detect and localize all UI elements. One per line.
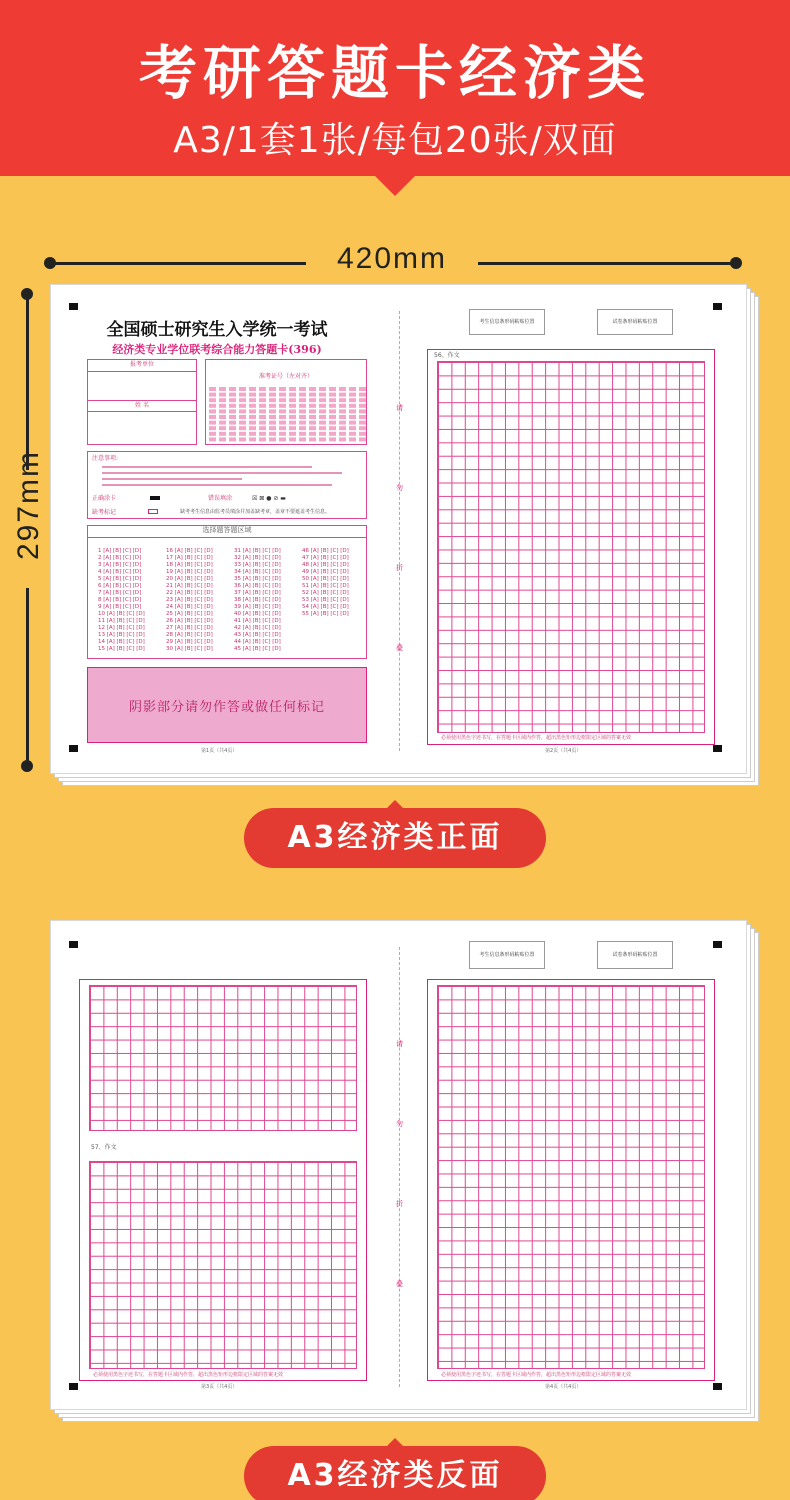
exam-number-bubble	[219, 426, 226, 430]
exam-number-bubble	[359, 393, 366, 397]
exam-number-bubble	[319, 415, 326, 419]
dimension-line	[26, 588, 29, 764]
front-side-pill: A3经济类正面	[244, 808, 546, 868]
exam-number-bubble	[249, 409, 256, 413]
exam-number-bubble	[239, 387, 246, 391]
exam-number-bubble	[269, 409, 276, 413]
page-title: 考研答题卡经济类	[138, 39, 651, 107]
choice-row: 44 [A] [B] [C] [D]	[234, 639, 281, 645]
exam-number-bubble	[349, 409, 356, 413]
choice-row: 26 [A] [B] [C] [D]	[166, 618, 213, 624]
essay-grid-continuation	[89, 985, 357, 1131]
exam-number-bubble	[329, 398, 336, 402]
choice-row: 35 [A] [B] [C] [D]	[234, 576, 281, 582]
choice-column	[166, 548, 232, 653]
exam-number-bubble	[339, 404, 346, 408]
page-subtitle: A3/1套1张/每包20张/双面	[173, 120, 617, 161]
exam-number-bubble	[209, 426, 216, 430]
dimension-endpoint	[730, 257, 742, 269]
exam-number-bubble	[209, 404, 216, 408]
exam-number-bubble	[289, 398, 296, 402]
exam-number-bubble	[219, 398, 226, 402]
choice-row: 12 [A] [B] [C] [D]	[98, 625, 145, 631]
exam-number-bubble	[349, 393, 356, 397]
exam-number-bubble	[219, 393, 226, 397]
exam-number-bubble	[289, 437, 296, 441]
essay-grid	[89, 1161, 357, 1369]
choice-row: 32 [A] [B] [C] [D]	[234, 555, 281, 561]
exam-number-bubble	[239, 409, 246, 413]
choice-row: 22 [A] [B] [C] [D]	[166, 590, 213, 596]
choice-row: 54 [A] [B] [C] [D]	[302, 604, 349, 610]
exam-number-bubble	[339, 409, 346, 413]
width-dimension	[46, 242, 740, 275]
exam-number-bubble	[259, 426, 266, 430]
choice-row: 48 [A] [B] [C] [D]	[302, 562, 349, 568]
choice-row: 38 [A] [B] [C] [D]	[234, 597, 281, 603]
corner-mark	[713, 745, 722, 752]
absent-checkbox	[148, 509, 158, 514]
choice-row: 23 [A] [B] [C] [D]	[166, 597, 213, 603]
page-number-right: 第4页（共4页）	[545, 1384, 582, 1390]
choice-area-label: 选择题答题区域	[88, 526, 366, 538]
choice-row: 17 [A] [B] [C] [D]	[166, 555, 213, 561]
dimension-line	[50, 262, 306, 265]
choice-row: 43 [A] [B] [C] [D]	[234, 632, 281, 638]
exam-number-bubble	[319, 387, 326, 391]
exam-number-bubble	[349, 404, 356, 408]
exam-number-bubble	[249, 437, 256, 441]
height-label: 297mm	[12, 449, 45, 561]
choice-row: 42 [A] [B] [C] [D]	[234, 625, 281, 631]
exam-number-bubble	[329, 426, 336, 430]
notice-label: 注意事项:	[92, 455, 119, 462]
banner-notch	[375, 176, 415, 196]
exam-number-bubble	[329, 393, 336, 397]
examinee-info-box	[87, 359, 197, 445]
choice-row: 31 [A] [B] [C] [D]	[234, 548, 281, 554]
exam-number-bubble	[329, 437, 336, 441]
exam-number-bubble	[259, 393, 266, 397]
exam-number-bubble	[339, 398, 346, 402]
corner-mark	[69, 745, 78, 752]
choice-row: 3 [A] [B] [C] [D]	[98, 562, 142, 568]
choice-row: 2 [A] [B] [C] [D]	[98, 555, 142, 561]
fold-char: 勿	[396, 485, 403, 492]
choice-row: 37 [A] [B] [C] [D]	[234, 590, 281, 596]
exam-number-bubble	[309, 387, 316, 391]
absent-label: 缺考标记	[92, 509, 117, 516]
choice-row: 15 [A] [B] [C] [D]	[98, 646, 145, 652]
exam-number-bubble	[279, 426, 286, 430]
exam-number-bubble	[209, 432, 216, 436]
exam-number-bubble	[319, 409, 326, 413]
exam-number-bubble	[349, 421, 356, 425]
choice-row: 39 [A] [B] [C] [D]	[234, 604, 281, 610]
exam-number-bubble	[259, 387, 266, 391]
exam-number-bubble	[349, 437, 356, 441]
exam-number-bubble	[299, 437, 306, 441]
choice-column	[302, 548, 368, 618]
exam-number-bubble	[349, 387, 356, 391]
exam-number-bubble	[269, 387, 276, 391]
exam-number-bubble	[279, 393, 286, 397]
exam-number-bubble	[329, 404, 336, 408]
fold-char: 叠	[396, 1281, 403, 1288]
essay-grid	[437, 361, 705, 733]
exam-number-bubble	[229, 409, 236, 413]
name-label: 姓 名	[88, 400, 196, 412]
exam-number-bubble	[299, 404, 306, 408]
exam-number-bubble	[269, 437, 276, 441]
no-answer-shaded-area	[87, 667, 367, 743]
exam-number-bubble	[309, 398, 316, 402]
corner-mark	[713, 941, 722, 948]
exam-number-bubble	[239, 421, 246, 425]
exam-number-bubble	[219, 432, 226, 436]
exam-number-bubble	[309, 421, 316, 425]
choice-column	[98, 548, 164, 653]
exam-number-bubble	[299, 398, 306, 402]
exam-number-bubble	[209, 415, 216, 419]
choice-columns	[98, 548, 364, 654]
choice-row: 51 [A] [B] [C] [D]	[302, 583, 349, 589]
exam-number-bubble	[229, 426, 236, 430]
exam-number-bubble	[299, 393, 306, 397]
width-label: 420mm	[336, 242, 448, 275]
exam-number-bubble	[289, 409, 296, 413]
exam-number-bubble	[269, 398, 276, 402]
front-answer-sheet	[50, 284, 747, 774]
exam-number-bubble	[299, 426, 306, 430]
bubble-grid	[209, 387, 366, 441]
choice-row: 53 [A] [B] [C] [D]	[302, 597, 349, 603]
exam-number-bubble	[359, 404, 366, 408]
exam-number-bubble	[239, 398, 246, 402]
choice-row: 7 [A] [B] [C] [D]	[98, 590, 142, 596]
exam-number-bubble	[309, 437, 316, 441]
dimension-line	[478, 262, 734, 265]
choice-row: 4 [A] [B] [C] [D]	[98, 569, 142, 575]
choice-row: 24 [A] [B] [C] [D]	[166, 604, 213, 610]
exam-number-bubble	[359, 437, 366, 441]
exam-number-bubble	[279, 387, 286, 391]
exam-number-label: 准考证号（左对齐）	[258, 373, 313, 380]
essay-label: 57、作文	[91, 1144, 117, 1151]
exam-number-bubble	[259, 398, 266, 402]
exam-number-bubble	[309, 404, 316, 408]
wrong-fill-samples: ☒ ⊠ ● ⊘ ▬	[252, 495, 286, 502]
essay-label: 56、作文	[434, 352, 460, 359]
bottom-note: 必须使用黑色字迹书写，在答题卡区域内作答，超出黑色矩形边框限定区域的答案无效	[441, 1372, 632, 1378]
exam-number-bubble	[259, 432, 266, 436]
choice-row: 49 [A] [B] [C] [D]	[302, 569, 349, 575]
exam-number-bubble	[289, 393, 296, 397]
choice-row: 9 [A] [B] [C] [D]	[98, 604, 142, 610]
back-answer-sheet	[50, 920, 747, 1410]
exam-number-bubble	[309, 432, 316, 436]
exam-number-bubble	[229, 393, 236, 397]
exam-number-bubble	[249, 421, 256, 425]
exam-number-bubble	[259, 437, 266, 441]
exam-number-bubble	[299, 421, 306, 425]
exam-number-bubble	[279, 437, 286, 441]
exam-number-bubble	[279, 398, 286, 402]
choice-row: 55 [A] [B] [C] [D]	[302, 611, 349, 617]
exam-number-bubble	[269, 421, 276, 425]
exam-number-bubble	[349, 415, 356, 419]
exam-number-bubble	[229, 387, 236, 391]
exam-number-bubble	[269, 426, 276, 430]
choice-row: 14 [A] [B] [C] [D]	[98, 639, 145, 645]
exam-number-bubble	[349, 398, 356, 402]
exam-number-bubble	[279, 404, 286, 408]
exam-number-bubble	[329, 409, 336, 413]
exam-number-bubble	[289, 426, 296, 430]
barcode-slot-examinee: 考生信息条形码粘贴位置	[469, 941, 545, 969]
exam-number-bubble	[209, 409, 216, 413]
exam-number-bubble	[339, 387, 346, 391]
fold-char: 请	[396, 405, 403, 412]
exam-number-bubble	[249, 404, 256, 408]
exam-number-bubble	[249, 426, 256, 430]
barcode-slot-examinee: 考生信息条形码粘贴位置	[469, 309, 545, 335]
correct-fill-label: 正确涂卡	[92, 495, 117, 502]
choice-row: 52 [A] [B] [C] [D]	[302, 590, 349, 596]
exam-number-bubble	[349, 432, 356, 436]
choice-row: 25 [A] [B] [C] [D]	[166, 611, 213, 617]
exam-number-bubble	[339, 421, 346, 425]
exam-number-bubble	[239, 415, 246, 419]
exam-number-bubble	[329, 432, 336, 436]
fold-char: 勿	[396, 1121, 403, 1128]
exam-number-bubble	[259, 421, 266, 425]
choice-row: 47 [A] [B] [C] [D]	[302, 555, 349, 561]
page-number-right: 第2页（共4页）	[545, 748, 582, 754]
exam-number-bubble	[319, 426, 326, 430]
exam-number-bubbles	[207, 386, 367, 444]
exam-number-bubble	[309, 426, 316, 430]
fold-char: 叠	[396, 645, 403, 652]
exam-number-box	[205, 359, 367, 445]
height-dimension	[12, 290, 45, 768]
exam-number-bubble	[259, 415, 266, 419]
corner-mark	[69, 303, 78, 310]
choice-row: 21 [A] [B] [C] [D]	[166, 583, 213, 589]
wrong-fill-label: 错误填涂	[208, 495, 233, 502]
exam-number-bubble	[319, 404, 326, 408]
choice-row: 30 [A] [B] [C] [D]	[166, 646, 213, 652]
exam-number-bubble	[219, 409, 226, 413]
card-title: 全国硕士研究生入学统一考试	[106, 320, 328, 340]
exam-number-bubble	[289, 415, 296, 419]
exam-number-bubble	[299, 415, 306, 419]
exam-number-bubble	[239, 393, 246, 397]
exam-number-bubble	[359, 421, 366, 425]
exam-number-bubble	[269, 432, 276, 436]
exam-number-bubble	[229, 437, 236, 441]
exam-number-bubble	[269, 404, 276, 408]
exam-number-bubble	[339, 415, 346, 419]
exam-number-bubble	[219, 387, 226, 391]
back-side-pill: A3经济类反面	[244, 1446, 546, 1500]
choice-area	[87, 525, 367, 659]
choice-row: 1 [A] [B] [C] [D]	[98, 548, 142, 554]
exam-number-bubble	[359, 432, 366, 436]
choice-row: 27 [A] [B] [C] [D]	[166, 625, 213, 631]
exam-number-bubble	[339, 432, 346, 436]
exam-number-bubble	[249, 432, 256, 436]
exam-number-bubble	[339, 437, 346, 441]
exam-number-bubble	[219, 415, 226, 419]
exam-number-bubble	[249, 398, 256, 402]
exam-number-bubble	[309, 393, 316, 397]
dimension-endpoint	[21, 760, 33, 772]
choice-row: 13 [A] [B] [C] [D]	[98, 632, 145, 638]
exam-number-bubble	[279, 409, 286, 413]
exam-number-bubble	[229, 432, 236, 436]
choice-row: 29 [A] [B] [C] [D]	[166, 639, 213, 645]
report-unit-label: 报考单位	[88, 360, 196, 372]
exam-number-bubble	[289, 404, 296, 408]
exam-number-bubble	[229, 421, 236, 425]
essay-grid	[437, 985, 705, 1369]
choice-row: 11 [A] [B] [C] [D]	[98, 618, 145, 624]
barcode-slot-paper: 试卷条形码粘贴位置	[597, 309, 673, 335]
notice-text-lines	[92, 464, 362, 488]
exam-number-bubble	[209, 437, 216, 441]
exam-number-bubble	[279, 415, 286, 419]
page-number-left: 第3页（共4页）	[201, 1384, 238, 1390]
shaded-area-text: 阴影部分请勿作答或做任何标记	[128, 698, 325, 714]
choice-row: 33 [A] [B] [C] [D]	[234, 562, 281, 568]
exam-number-bubble	[359, 387, 366, 391]
correct-fill-sample	[150, 496, 160, 500]
exam-number-bubble	[329, 387, 336, 391]
exam-number-bubble	[289, 421, 296, 425]
fold-line	[399, 947, 400, 1387]
exam-number-bubble	[249, 415, 256, 419]
absent-note: 缺考考生信息由监考员填涂并加盖缺考章，盖章不要遮盖考生信息。	[180, 509, 331, 515]
bottom-note: 必须使用黑色字迹书写，在答题卡区域内作答，超出黑色矩形边框限定区域的答案无效	[441, 735, 632, 741]
exam-number-bubble	[219, 404, 226, 408]
page-number-left: 第1页（共4页）	[201, 748, 238, 754]
card-subtitle: 经济类专业学位联考综合能力答题卡(396)	[112, 343, 322, 356]
choice-row: 6 [A] [B] [C] [D]	[98, 583, 142, 589]
exam-number-bubble	[359, 415, 366, 419]
exam-number-bubble	[339, 393, 346, 397]
choice-row: 45 [A] [B] [C] [D]	[234, 646, 281, 652]
exam-number-bubble	[219, 421, 226, 425]
choice-column	[234, 548, 300, 653]
exam-number-bubble	[219, 437, 226, 441]
choice-row: 36 [A] [B] [C] [D]	[234, 583, 281, 589]
choice-row: 41 [A] [B] [C] [D]	[234, 618, 281, 624]
exam-number-bubble	[239, 426, 246, 430]
choice-row: 10 [A] [B] [C] [D]	[98, 611, 145, 617]
exam-number-bubble	[359, 398, 366, 402]
choice-row: 16 [A] [B] [C] [D]	[166, 548, 213, 554]
exam-number-bubble	[309, 409, 316, 413]
exam-number-bubble	[359, 426, 366, 430]
exam-number-bubble	[249, 387, 256, 391]
exam-number-bubble	[329, 421, 336, 425]
corner-mark	[713, 303, 722, 310]
exam-number-bubble	[319, 437, 326, 441]
bottom-note: 必须使用黑色字迹书写，在答题卡区域内作答，超出黑色矩形边框限定区域的答案无效	[93, 1372, 284, 1378]
exam-number-bubble	[229, 398, 236, 402]
exam-number-bubble	[299, 409, 306, 413]
exam-number-bubble	[319, 421, 326, 425]
exam-number-bubble	[359, 409, 366, 413]
exam-number-bubble	[229, 404, 236, 408]
fold-char: 折	[396, 1201, 403, 1208]
notice-box	[87, 451, 367, 519]
exam-number-bubble	[249, 393, 256, 397]
exam-number-bubble	[209, 421, 216, 425]
choice-row: 28 [A] [B] [C] [D]	[166, 632, 213, 638]
exam-number-bubble	[319, 393, 326, 397]
exam-number-bubble	[339, 426, 346, 430]
corner-mark	[713, 1383, 722, 1390]
fold-char: 折	[396, 565, 403, 572]
corner-mark	[69, 941, 78, 948]
exam-number-bubble	[329, 415, 336, 419]
fold-char: 请	[396, 1041, 403, 1048]
exam-number-bubble	[209, 393, 216, 397]
choice-row: 34 [A] [B] [C] [D]	[234, 569, 281, 575]
exam-number-bubble	[279, 421, 286, 425]
exam-number-bubble	[209, 387, 216, 391]
choice-row: 46 [A] [B] [C] [D]	[302, 548, 349, 554]
corner-mark	[69, 1383, 78, 1390]
exam-number-bubble	[309, 415, 316, 419]
exam-number-bubble	[209, 398, 216, 402]
exam-number-bubble	[259, 404, 266, 408]
exam-number-bubble	[349, 426, 356, 430]
exam-number-bubble	[259, 409, 266, 413]
exam-number-bubble	[299, 432, 306, 436]
exam-number-bubble	[289, 432, 296, 436]
choice-row: 5 [A] [B] [C] [D]	[98, 576, 142, 582]
exam-number-bubble	[269, 415, 276, 419]
choice-row: 20 [A] [B] [C] [D]	[166, 576, 213, 582]
exam-number-bubble	[239, 437, 246, 441]
exam-number-bubble	[269, 393, 276, 397]
choice-row: 50 [A] [B] [C] [D]	[302, 576, 349, 582]
choice-row: 8 [A] [B] [C] [D]	[98, 597, 142, 603]
fold-line	[399, 311, 400, 751]
barcode-slot-paper: 试卷条形码粘贴位置	[597, 941, 673, 969]
exam-number-bubble	[289, 387, 296, 391]
choice-row: 18 [A] [B] [C] [D]	[166, 562, 213, 568]
choice-row: 19 [A] [B] [C] [D]	[166, 569, 213, 575]
exam-number-bubble	[229, 415, 236, 419]
exam-number-bubble	[239, 404, 246, 408]
exam-number-bubble	[319, 432, 326, 436]
choice-row: 40 [A] [B] [C] [D]	[234, 611, 281, 617]
exam-number-bubble	[299, 387, 306, 391]
exam-number-bubble	[319, 398, 326, 402]
exam-number-bubble	[279, 432, 286, 436]
exam-number-bubble	[239, 432, 246, 436]
